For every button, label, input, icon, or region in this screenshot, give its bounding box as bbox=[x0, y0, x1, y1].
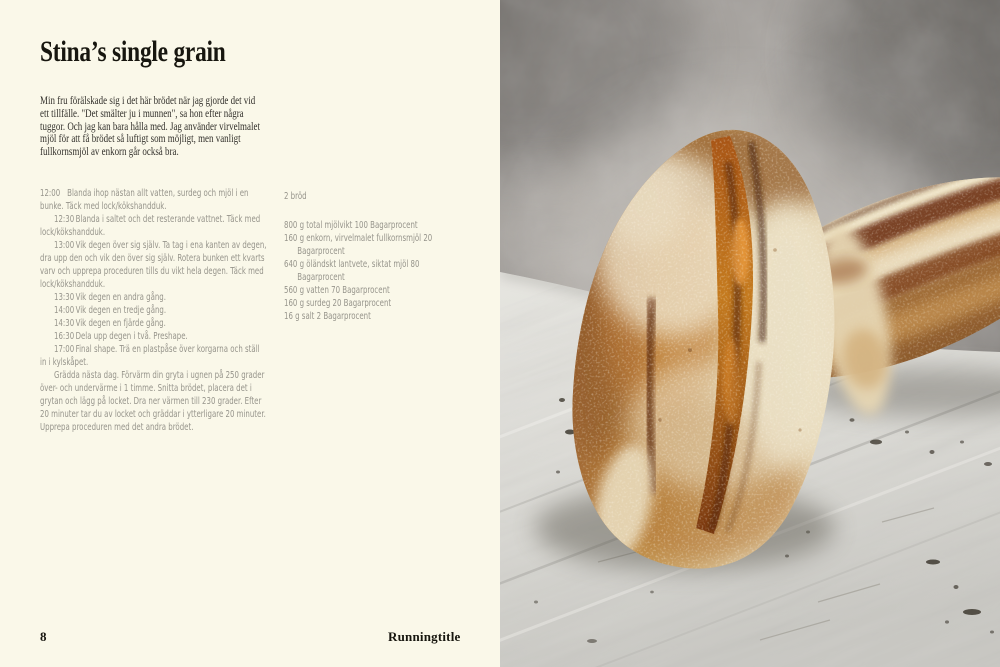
step-item bbox=[40, 343, 267, 369]
step-text: Dela upp degen i två. Preshape. bbox=[75, 331, 188, 342]
step-item bbox=[40, 317, 267, 330]
step-item bbox=[40, 239, 267, 291]
step-time: 14:00 bbox=[54, 305, 75, 316]
bread-photo bbox=[500, 0, 1000, 667]
ingredient-item: 160 g surdeg 20 Bagarprocent bbox=[284, 298, 392, 309]
ingredient-item: 800 g total mjölvikt 100 Bagarprocent bbox=[284, 220, 418, 231]
step-item bbox=[40, 330, 267, 343]
step-text: Vik degen en fjärde gång. bbox=[75, 318, 166, 329]
page-number: 8 bbox=[40, 629, 47, 644]
step-text: Vik degen en andra gång. bbox=[75, 292, 166, 303]
step-text: Final shape. Trä en plastpåse över korgarna och ställ in i kylskåpet. bbox=[40, 344, 260, 368]
ingredient-item: 160 g enkorn, virvelmalet fullkornsmjöl 20 Bagarprocent bbox=[284, 233, 433, 257]
recipe-intro: Min fru förälskade sig i det här brödet när jag gjorde det vid ett tillfälle. "Det smälter ju i munnen", sa hon efter några tuggor. Och jag kan bara hålla med. Jag använder virvelmalet mjöl för att få brödet så luftigt som möjligt, men vanligt fullkornsmjöl av enkorn går också bra. bbox=[40, 95, 260, 159]
running-title: Runningtitle bbox=[388, 629, 461, 644]
step-time: 13:30 bbox=[54, 292, 75, 303]
step-text: Blanda ihop nästan allt vatten, surdeg och mjöl i en bunke. Täck med lock/kökshandduk. bbox=[40, 188, 249, 212]
ingredient-list bbox=[284, 219, 435, 323]
step-item bbox=[40, 291, 267, 304]
photo-panel bbox=[500, 0, 1000, 667]
step-item bbox=[40, 304, 267, 317]
step-time: 13:00 bbox=[54, 240, 75, 251]
recipe-title: Stina’s single grain bbox=[40, 35, 226, 68]
ingredients-column bbox=[284, 190, 435, 323]
step-text: Grädda nästa dag. Förvärm din gryta i ugnen på 250 grader över- och undervärme i 1 timme. Snitta brödet, placera det i grytan och lägg på locket. Dra ner värmen till 230 grader. Efter 20 minuter tar du av locket och gräddar i ytterligare 20 minuter. Upprepa proceduren med det andra brödet. bbox=[40, 370, 266, 433]
ingredient-item: 16 g salt 2 Bagarprocent bbox=[284, 311, 371, 322]
step-time: 14:30 bbox=[54, 318, 75, 329]
steps-column bbox=[40, 187, 267, 434]
yield-label: 2 bröd bbox=[284, 191, 307, 202]
step-time: 12:00 bbox=[40, 188, 61, 199]
step-item bbox=[40, 187, 267, 213]
ingredient-item: 640 g öländskt lantvete, siktat mjöl 80 Bagarprocent bbox=[284, 259, 420, 283]
ingredient-item: 560 g vatten 70 Bagarprocent bbox=[284, 285, 390, 296]
step-time: 16:30 bbox=[54, 331, 75, 342]
step-item bbox=[40, 369, 267, 434]
step-time: 12:30 bbox=[54, 214, 75, 225]
step-text: Vik degen över sig själv. Ta tag i ena kanten av degen, dra upp den och vik den över sig själv. Rotera bunken ett kvarts varv och upprepa proceduren tills du vikt hela degen. Täck med lock/kökshandduk. bbox=[40, 240, 267, 290]
step-item bbox=[40, 213, 267, 239]
step-text: Vik degen en tredje gång. bbox=[75, 305, 167, 316]
step-text: Blanda i saltet och det resterande vattnet. Täck med lock/kökshandduk. bbox=[40, 214, 261, 238]
step-time: 17:00 bbox=[54, 344, 75, 355]
